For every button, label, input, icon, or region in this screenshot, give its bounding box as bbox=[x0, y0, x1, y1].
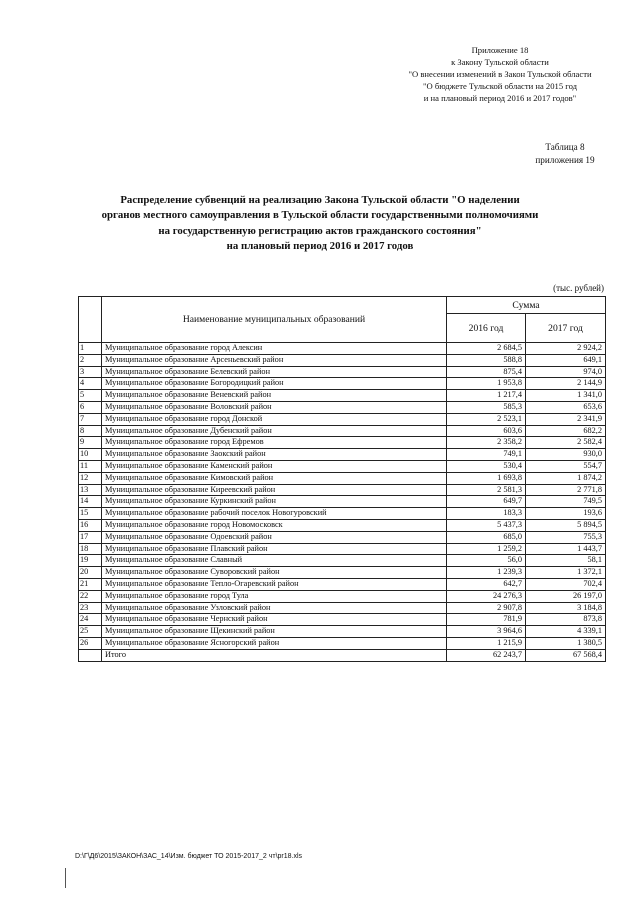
amount-2016: 2 581,3 bbox=[447, 484, 526, 496]
amount-2017: 2 341,9 bbox=[526, 413, 606, 425]
amount-2017: 1 380,5 bbox=[526, 637, 606, 649]
amount-2016: 875,4 bbox=[447, 366, 526, 378]
municipality-name: Муниципальное образование Ясногорский район bbox=[102, 637, 447, 649]
row-number: 15 bbox=[79, 508, 102, 520]
municipality-name: Муниципальное образование Чернский район bbox=[102, 614, 447, 626]
table-row bbox=[79, 343, 606, 355]
table-row bbox=[79, 437, 606, 449]
total-row bbox=[79, 649, 606, 661]
amount-2017: 58,1 bbox=[526, 555, 606, 567]
amount-2017: 873,8 bbox=[526, 614, 606, 626]
amount-2017: 974,0 bbox=[526, 366, 606, 378]
amount-2016: 2 523,1 bbox=[447, 413, 526, 425]
total-2016: 62 243,7 bbox=[447, 649, 526, 661]
row-number: 5 bbox=[79, 390, 102, 402]
amount-2016: 603,6 bbox=[447, 425, 526, 437]
row-number: 9 bbox=[79, 437, 102, 449]
amount-2017: 649,1 bbox=[526, 354, 606, 366]
amount-2016: 649,7 bbox=[447, 496, 526, 508]
amount-2016: 24 276,3 bbox=[447, 590, 526, 602]
municipality-name: Муниципальное образование Арсеньевский район bbox=[102, 354, 447, 366]
municipality-name: Муниципальное образование город Тула bbox=[102, 590, 447, 602]
municipality-name: Муниципальное образование Суворовский район bbox=[102, 567, 447, 579]
amount-2017: 1 874,2 bbox=[526, 472, 606, 484]
amount-2017: 653,6 bbox=[526, 401, 606, 413]
name-column-header: Наименование муниципальных образований bbox=[102, 297, 447, 343]
municipality-name: Муниципальное образование рабочий поселок Новогуровский bbox=[102, 508, 447, 520]
row-number: 16 bbox=[79, 519, 102, 531]
amount-2016: 5 437,3 bbox=[447, 519, 526, 531]
table-row bbox=[79, 449, 606, 461]
row-number: 23 bbox=[79, 602, 102, 614]
amount-2016: 530,4 bbox=[447, 460, 526, 472]
table-row bbox=[79, 614, 606, 626]
municipality-name: Муниципальное образование Киреевский район bbox=[102, 484, 447, 496]
row-number: 13 bbox=[79, 484, 102, 496]
municipality-name: Муниципальное образование Заокский район bbox=[102, 449, 447, 461]
municipality-name: Муниципальное образование Воловский район bbox=[102, 401, 447, 413]
row-number: 10 bbox=[79, 449, 102, 461]
number-column-header bbox=[79, 297, 102, 343]
amount-2017: 702,4 bbox=[526, 578, 606, 590]
municipality-name: Муниципальное образование город Алексин bbox=[102, 343, 447, 355]
appendix-line: "О бюджете Тульской области на 2015 год bbox=[423, 81, 577, 92]
row-number: 19 bbox=[79, 555, 102, 567]
amount-2016: 1 217,4 bbox=[447, 390, 526, 402]
table-row bbox=[79, 519, 606, 531]
amount-2016: 588,8 bbox=[447, 354, 526, 366]
row-number: 17 bbox=[79, 531, 102, 543]
row-number: 14 bbox=[79, 496, 102, 508]
table-row bbox=[79, 413, 606, 425]
municipality-name: Муниципальное образование Славный bbox=[102, 555, 447, 567]
municipality-name: Муниципальное образование город Донской bbox=[102, 413, 447, 425]
amount-2016: 183,3 bbox=[447, 508, 526, 520]
municipality-name: Муниципальное образование город Новомосковск bbox=[102, 519, 447, 531]
amount-2017: 1 443,7 bbox=[526, 543, 606, 555]
table-row bbox=[79, 484, 606, 496]
amount-2017: 1 372,1 bbox=[526, 567, 606, 579]
amount-2017: 1 341,0 bbox=[526, 390, 606, 402]
amount-2017: 2 582,4 bbox=[526, 437, 606, 449]
year-2016-header: 2016 год bbox=[447, 314, 526, 343]
amount-2017: 4 339,1 bbox=[526, 626, 606, 638]
table-row bbox=[79, 508, 606, 520]
row-number: 7 bbox=[79, 413, 102, 425]
table-row bbox=[79, 531, 606, 543]
municipality-name: Муниципальное образование Плавский район bbox=[102, 543, 447, 555]
total-label: Итого bbox=[102, 649, 447, 661]
total-2017: 67 568,4 bbox=[526, 649, 606, 661]
municipality-name: Муниципальное образование Белевский район bbox=[102, 366, 447, 378]
amount-2017: 193,6 bbox=[526, 508, 606, 520]
row-number: 18 bbox=[79, 543, 102, 555]
appendix-header bbox=[392, 44, 608, 104]
table-row bbox=[79, 425, 606, 437]
amount-2016: 2 684,5 bbox=[447, 343, 526, 355]
municipality-name: Муниципальное образование Куркинский район bbox=[102, 496, 447, 508]
amount-2016: 1 953,8 bbox=[447, 378, 526, 390]
table-row bbox=[79, 401, 606, 413]
amount-2016: 642,7 bbox=[447, 578, 526, 590]
municipality-name: Муниципальное образование Дубенский район bbox=[102, 425, 447, 437]
appendix-line: Приложение 18 bbox=[471, 45, 529, 55]
row-number: 2 bbox=[79, 354, 102, 366]
title-line: органов местного самоуправления в Тульской области государственными полномочиями bbox=[101, 209, 539, 222]
amount-2017: 2 771,8 bbox=[526, 484, 606, 496]
year-2017-header: 2017 год bbox=[526, 314, 606, 343]
amount-2017: 554,7 bbox=[526, 460, 606, 472]
sum-column-header: Сумма bbox=[447, 297, 606, 314]
municipality-name: Муниципальное образование Богородицкий район bbox=[102, 378, 447, 390]
municipality-name: Муниципальное образование город Ефремов bbox=[102, 437, 447, 449]
municipality-name: Муниципальное образование Тепло-Огаревский район bbox=[102, 578, 447, 590]
table-row bbox=[79, 366, 606, 378]
municipality-name: Муниципальное образование Каменский район bbox=[102, 460, 447, 472]
row-number: 25 bbox=[79, 626, 102, 638]
table-row bbox=[79, 496, 606, 508]
row-number: 26 bbox=[79, 637, 102, 649]
table-row bbox=[79, 567, 606, 579]
table-row bbox=[79, 543, 606, 555]
row-number: 4 bbox=[79, 378, 102, 390]
row-number: 12 bbox=[79, 472, 102, 484]
row-number: 1 bbox=[79, 343, 102, 355]
amount-2016: 585,3 bbox=[447, 401, 526, 413]
amount-2017: 5 894,5 bbox=[526, 519, 606, 531]
table-row bbox=[79, 390, 606, 402]
title-line: на государственную регистрацию актов гражданского состояния" bbox=[158, 224, 482, 237]
table-row bbox=[79, 354, 606, 366]
appendix-line: к Закону Тульской области bbox=[451, 57, 549, 68]
units-label: (тыс. рублей) bbox=[553, 283, 604, 293]
table-row bbox=[79, 555, 606, 567]
table-row bbox=[79, 378, 606, 390]
amount-2017: 682,2 bbox=[526, 425, 606, 437]
row-number: 20 bbox=[79, 567, 102, 579]
amount-2016: 781,9 bbox=[447, 614, 526, 626]
row-number: 21 bbox=[79, 578, 102, 590]
row-number: 3 bbox=[79, 366, 102, 378]
amount-2017: 2 924,2 bbox=[526, 343, 606, 355]
amount-2017: 755,3 bbox=[526, 531, 606, 543]
subvention-table bbox=[78, 296, 606, 662]
file-path-footer: D:\Г\Д6\2015\ЗАКОН\ЗАС_14\Изм. бюджет ТО 2015-2017_2 чт\pr18.xls bbox=[75, 853, 303, 860]
amount-2017: 26 197,0 bbox=[526, 590, 606, 602]
document-title bbox=[70, 193, 570, 254]
amount-2016: 1 215,9 bbox=[447, 637, 526, 649]
table-row bbox=[79, 460, 606, 472]
municipality-name: Муниципальное образование Узловский район bbox=[102, 602, 447, 614]
table-row bbox=[79, 472, 606, 484]
appendix-line: и на плановый период 2016 и 2017 годов" bbox=[423, 93, 577, 104]
table-row bbox=[79, 590, 606, 602]
title-line: на плановый период 2016 и 2017 годов bbox=[226, 239, 414, 252]
total-number-cell bbox=[79, 649, 102, 661]
table-reference-line: приложения 19 bbox=[535, 155, 595, 165]
municipality-name: Муниципальное образование Веневский район bbox=[102, 390, 447, 402]
amount-2016: 56,0 bbox=[447, 555, 526, 567]
table-row bbox=[79, 637, 606, 649]
amount-2016: 1 259,2 bbox=[447, 543, 526, 555]
table-row bbox=[79, 602, 606, 614]
amount-2016: 1 693,8 bbox=[447, 472, 526, 484]
amount-2016: 685,0 bbox=[447, 531, 526, 543]
amount-2016: 749,1 bbox=[447, 449, 526, 461]
row-number: 11 bbox=[79, 460, 102, 472]
amount-2017: 2 144,9 bbox=[526, 378, 606, 390]
table-reference bbox=[525, 141, 605, 167]
row-number: 6 bbox=[79, 401, 102, 413]
municipality-name: Муниципальное образование Одоевский район bbox=[102, 531, 447, 543]
amount-2016: 1 239,3 bbox=[447, 567, 526, 579]
amount-2017: 930,0 bbox=[526, 449, 606, 461]
row-number: 22 bbox=[79, 590, 102, 602]
municipality-name: Муниципальное образование Кимовский район bbox=[102, 472, 447, 484]
table-row bbox=[79, 626, 606, 638]
amount-2017: 749,5 bbox=[526, 496, 606, 508]
amount-2016: 2 358,2 bbox=[447, 437, 526, 449]
amount-2016: 3 964,6 bbox=[447, 626, 526, 638]
table-row bbox=[79, 578, 606, 590]
row-number: 8 bbox=[79, 425, 102, 437]
municipality-name: Муниципальное образование Щекинский район bbox=[102, 626, 447, 638]
row-number: 24 bbox=[79, 614, 102, 626]
title-line: Распределение субвенций на реализацию Закона Тульской области "О наделении bbox=[120, 194, 520, 206]
table-reference-line: Таблица 8 bbox=[545, 142, 585, 152]
amount-2017: 3 184,8 bbox=[526, 602, 606, 614]
appendix-line: "О внесении изменений в Закон Тульской области bbox=[408, 69, 592, 80]
amount-2016: 2 907,8 bbox=[447, 602, 526, 614]
margin-mark bbox=[65, 868, 66, 888]
